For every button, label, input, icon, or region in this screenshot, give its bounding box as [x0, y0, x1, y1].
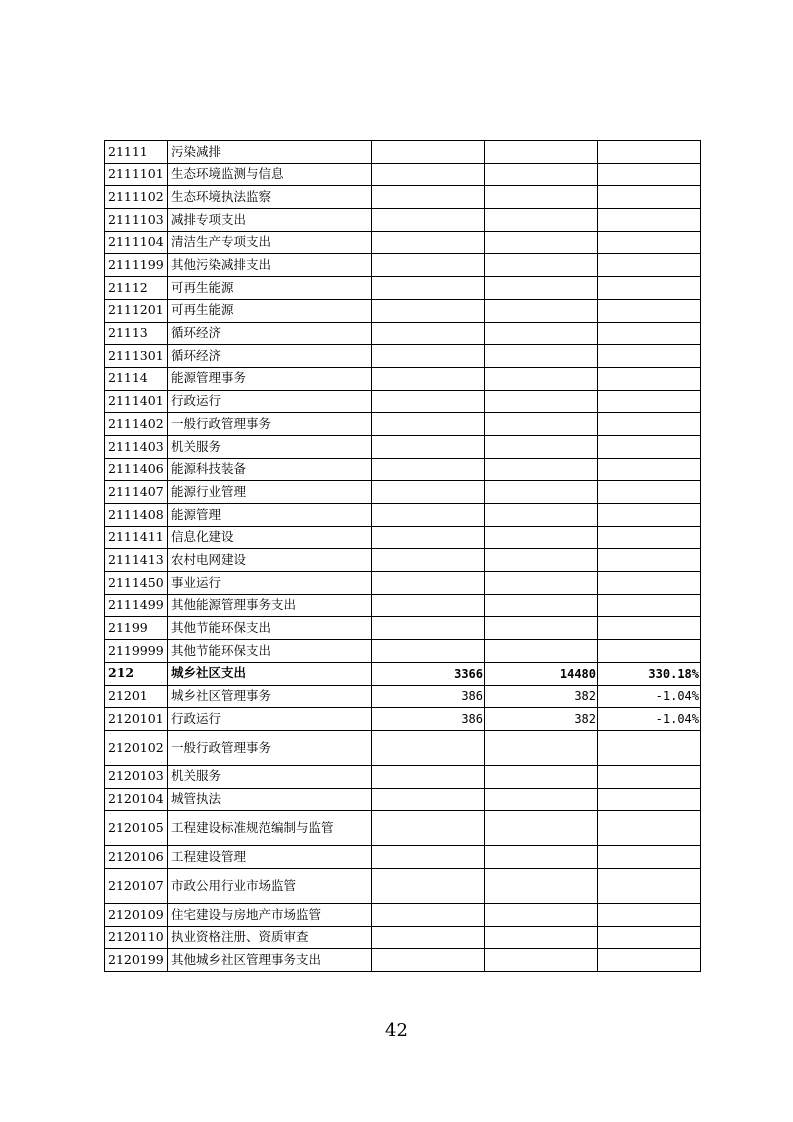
- value-cell-2: [485, 186, 598, 209]
- percent-cell: 330.18%: [598, 662, 701, 685]
- table-row: [105, 662, 701, 685]
- code-cell: 2111301: [105, 345, 168, 368]
- percent-cell: [598, 846, 701, 869]
- table-row: [105, 572, 701, 595]
- percent-cell: [598, 141, 701, 164]
- table-row: [105, 481, 701, 504]
- percent-cell: [598, 594, 701, 617]
- code-cell: 2120109: [105, 903, 168, 926]
- value-cell-2: [485, 526, 598, 549]
- value-cell-2: [485, 231, 598, 254]
- value-cell-1: [372, 299, 485, 322]
- table-row: [105, 526, 701, 549]
- value-cell-1: [372, 903, 485, 926]
- value-cell-2: [485, 458, 598, 481]
- name-cell: 清洁生产专项支出: [168, 231, 372, 254]
- code-cell: 2120102: [105, 730, 168, 765]
- value-cell-2: [485, 572, 598, 595]
- code-cell: 2111199: [105, 254, 168, 277]
- table-row: [105, 949, 701, 972]
- percent-cell: [598, 788, 701, 811]
- value-cell-1: [372, 594, 485, 617]
- code-cell: 2120105: [105, 811, 168, 846]
- table-row: [105, 549, 701, 572]
- table-row: [105, 926, 701, 949]
- value-cell-2: [485, 549, 598, 572]
- percent-cell: [598, 549, 701, 572]
- value-cell-2: [485, 811, 598, 846]
- name-cell: 能源行业管理: [168, 481, 372, 504]
- percent-cell: [598, 765, 701, 788]
- code-cell: 2120103: [105, 765, 168, 788]
- value-cell-2: [485, 299, 598, 322]
- percent-cell: [598, 435, 701, 458]
- code-cell: 2111406: [105, 458, 168, 481]
- value-cell-2: [485, 277, 598, 300]
- name-cell: 生态环境执法监察: [168, 186, 372, 209]
- value-cell-2: [485, 640, 598, 663]
- value-cell-2: [485, 345, 598, 368]
- value-cell-2: 382: [485, 708, 598, 731]
- value-cell-1: [372, 765, 485, 788]
- percent-cell: [598, 186, 701, 209]
- value-cell-1: [372, 367, 485, 390]
- value-cell-1: [372, 526, 485, 549]
- table-row: [105, 765, 701, 788]
- code-cell: 2111408: [105, 504, 168, 527]
- value-cell-2: [485, 868, 598, 903]
- page-number: 42: [385, 1020, 408, 1041]
- value-cell-1: [372, 481, 485, 504]
- value-cell-1: 386: [372, 685, 485, 708]
- code-cell: 2111413: [105, 549, 168, 572]
- budget-table-body: [105, 141, 701, 972]
- name-cell: 其他节能环保支出: [168, 617, 372, 640]
- value-cell-2: [485, 481, 598, 504]
- value-cell-2: [485, 926, 598, 949]
- value-cell-1: [372, 617, 485, 640]
- name-cell: 其他节能环保支出: [168, 640, 372, 663]
- value-cell-2: [485, 765, 598, 788]
- table-row: [105, 640, 701, 663]
- value-cell-2: [485, 141, 598, 164]
- percent-cell: [598, 163, 701, 186]
- value-cell-1: 3366: [372, 662, 485, 685]
- value-cell-1: [372, 277, 485, 300]
- value-cell-2: 14480: [485, 662, 598, 685]
- code-cell: 2111102: [105, 186, 168, 209]
- name-cell: 减排专项支出: [168, 209, 372, 232]
- percent-cell: [598, 209, 701, 232]
- table-row: [105, 730, 701, 765]
- code-cell: 21112: [105, 277, 168, 300]
- table-row: [105, 435, 701, 458]
- table-row: [105, 322, 701, 345]
- code-cell: 2119999: [105, 640, 168, 663]
- name-cell: 一般行政管理事务: [168, 413, 372, 436]
- code-cell: 2111101: [105, 163, 168, 186]
- name-cell: 机关服务: [168, 435, 372, 458]
- value-cell-1: [372, 458, 485, 481]
- name-cell: 工程建设标准规范编制与监管: [168, 811, 372, 846]
- value-cell-1: [372, 390, 485, 413]
- value-cell-2: [485, 254, 598, 277]
- name-cell: 住宅建设与房地产市场监管: [168, 903, 372, 926]
- table-row: [105, 903, 701, 926]
- percent-cell: [598, 345, 701, 368]
- name-cell: 城管执法: [168, 788, 372, 811]
- table-row: [105, 617, 701, 640]
- value-cell-1: [372, 141, 485, 164]
- value-cell-1: [372, 846, 485, 869]
- table-row: [105, 390, 701, 413]
- code-cell: 2111402: [105, 413, 168, 436]
- code-cell: 2111401: [105, 390, 168, 413]
- percent-cell: [598, 299, 701, 322]
- table-row: [105, 413, 701, 436]
- value-cell-2: [485, 435, 598, 458]
- value-cell-2: [485, 949, 598, 972]
- value-cell-1: [372, 504, 485, 527]
- percent-cell: [598, 949, 701, 972]
- table-row: [105, 231, 701, 254]
- table-row: [105, 141, 701, 164]
- percent-cell: [598, 526, 701, 549]
- value-cell-1: [372, 435, 485, 458]
- name-cell: 其他城乡社区管理事务支出: [168, 949, 372, 972]
- value-cell-1: [372, 730, 485, 765]
- percent-cell: [598, 481, 701, 504]
- name-cell: 行政运行: [168, 708, 372, 731]
- percent-cell: [598, 254, 701, 277]
- percent-cell: [598, 730, 701, 765]
- value-cell-1: [372, 640, 485, 663]
- value-cell-2: [485, 413, 598, 436]
- percent-cell: [598, 322, 701, 345]
- budget-table: [104, 140, 701, 972]
- name-cell: 城乡社区支出: [168, 662, 372, 685]
- name-cell: 执业资格注册、资质审查: [168, 926, 372, 949]
- code-cell: 21199: [105, 617, 168, 640]
- code-cell: 2120110: [105, 926, 168, 949]
- percent-cell: [598, 868, 701, 903]
- percent-cell: [598, 277, 701, 300]
- value-cell-2: [485, 594, 598, 617]
- name-cell: 城乡社区管理事务: [168, 685, 372, 708]
- code-cell: 212: [105, 662, 168, 685]
- percent-cell: [598, 390, 701, 413]
- percent-cell: [598, 231, 701, 254]
- value-cell-1: [372, 413, 485, 436]
- table-row: [105, 846, 701, 869]
- value-cell-1: [372, 254, 485, 277]
- percent-cell: -1.04%: [598, 708, 701, 731]
- code-cell: 2120106: [105, 846, 168, 869]
- code-cell: 21114: [105, 367, 168, 390]
- value-cell-2: [485, 617, 598, 640]
- table-row: [105, 685, 701, 708]
- value-cell-1: [372, 949, 485, 972]
- percent-cell: -1.04%: [598, 685, 701, 708]
- table-row: [105, 811, 701, 846]
- table-row: [105, 209, 701, 232]
- value-cell-1: [372, 209, 485, 232]
- table-row: [105, 254, 701, 277]
- code-cell: 2120199: [105, 949, 168, 972]
- value-cell-2: [485, 209, 598, 232]
- name-cell: 循环经济: [168, 322, 372, 345]
- code-cell: 2111201: [105, 299, 168, 322]
- value-cell-1: [372, 788, 485, 811]
- name-cell: 生态环境监测与信息: [168, 163, 372, 186]
- value-cell-1: [372, 868, 485, 903]
- code-cell: 2111450: [105, 572, 168, 595]
- table-row: [105, 345, 701, 368]
- value-cell-2: [485, 367, 598, 390]
- table-row: [105, 504, 701, 527]
- code-cell: 21201: [105, 685, 168, 708]
- table-row: [105, 458, 701, 481]
- value-cell-1: [372, 926, 485, 949]
- name-cell: 机关服务: [168, 765, 372, 788]
- value-cell-2: [485, 163, 598, 186]
- name-cell: 污染减排: [168, 141, 372, 164]
- code-cell: 21111: [105, 141, 168, 164]
- table-row: [105, 299, 701, 322]
- percent-cell: [598, 811, 701, 846]
- code-cell: 2111104: [105, 231, 168, 254]
- name-cell: 可再生能源: [168, 299, 372, 322]
- code-cell: 2111499: [105, 594, 168, 617]
- value-cell-1: [372, 572, 485, 595]
- name-cell: 其他污染减排支出: [168, 254, 372, 277]
- name-cell: 其他能源管理事务支出: [168, 594, 372, 617]
- value-cell-1: [372, 163, 485, 186]
- percent-cell: [598, 926, 701, 949]
- percent-cell: [598, 504, 701, 527]
- table-row: [105, 868, 701, 903]
- code-cell: 2120107: [105, 868, 168, 903]
- value-cell-1: [372, 186, 485, 209]
- value-cell-2: 382: [485, 685, 598, 708]
- value-cell-2: [485, 903, 598, 926]
- percent-cell: [598, 903, 701, 926]
- code-cell: 21113: [105, 322, 168, 345]
- code-cell: 2111103: [105, 209, 168, 232]
- name-cell: 信息化建设: [168, 526, 372, 549]
- percent-cell: [598, 617, 701, 640]
- percent-cell: [598, 640, 701, 663]
- name-cell: 事业运行: [168, 572, 372, 595]
- percent-cell: [598, 572, 701, 595]
- value-cell-1: [372, 231, 485, 254]
- name-cell: 行政运行: [168, 390, 372, 413]
- percent-cell: [598, 367, 701, 390]
- table-row: [105, 186, 701, 209]
- value-cell-1: [372, 345, 485, 368]
- name-cell: 工程建设管理: [168, 846, 372, 869]
- name-cell: 能源管理事务: [168, 367, 372, 390]
- code-cell: 2111411: [105, 526, 168, 549]
- value-cell-1: [372, 322, 485, 345]
- table-row: [105, 788, 701, 811]
- table-row: [105, 708, 701, 731]
- table-row: [105, 163, 701, 186]
- value-cell-1: [372, 811, 485, 846]
- name-cell: 一般行政管理事务: [168, 730, 372, 765]
- code-cell: 2120101: [105, 708, 168, 731]
- percent-cell: [598, 458, 701, 481]
- value-cell-2: [485, 504, 598, 527]
- table-row: [105, 367, 701, 390]
- value-cell-2: [485, 788, 598, 811]
- code-cell: 2111407: [105, 481, 168, 504]
- value-cell-1: 386: [372, 708, 485, 731]
- name-cell: 能源管理: [168, 504, 372, 527]
- name-cell: 市政公用行业市场监管: [168, 868, 372, 903]
- name-cell: 能源科技装备: [168, 458, 372, 481]
- name-cell: 可再生能源: [168, 277, 372, 300]
- value-cell-2: [485, 846, 598, 869]
- value-cell-1: [372, 549, 485, 572]
- value-cell-2: [485, 322, 598, 345]
- table-row: [105, 277, 701, 300]
- name-cell: 农村电网建设: [168, 549, 372, 572]
- code-cell: 2111403: [105, 435, 168, 458]
- table-row: [105, 594, 701, 617]
- value-cell-2: [485, 730, 598, 765]
- percent-cell: [598, 413, 701, 436]
- code-cell: 2120104: [105, 788, 168, 811]
- name-cell: 循环经济: [168, 345, 372, 368]
- value-cell-2: [485, 390, 598, 413]
